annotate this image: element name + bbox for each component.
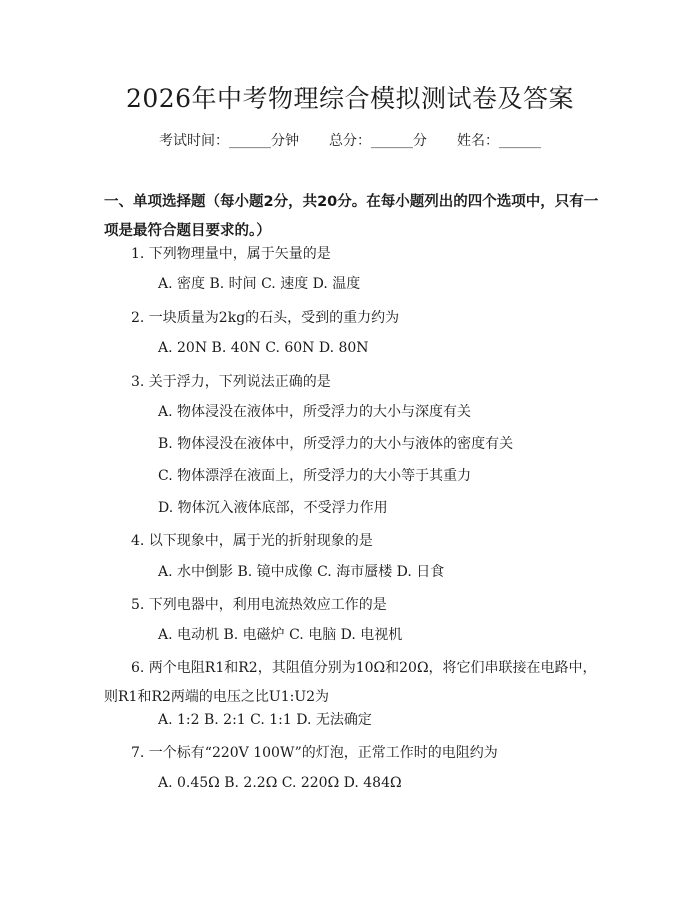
page-title: 2026年中考物理综合模拟测试卷及答案 xyxy=(125,84,575,113)
question-options: A. 电动机 B. 电磁炉 C. 电脑 D. 电视机 xyxy=(158,627,403,643)
question-text: 2. 一块质量为2kg的石头，受到的重力约为 xyxy=(131,310,400,326)
exam-info-row xyxy=(0,131,700,151)
question-text: 1. 下列物理量中，属于矢量的是 xyxy=(131,246,331,262)
question-options: A. 0.45Ω B. 2.2Ω C. 220Ω D. 484Ω xyxy=(158,775,402,791)
section-heading: 一、单项选择题（每小题2分，共20分。在每小题列出的四个选项中，只有一项是最符合题目要求的。） xyxy=(104,194,599,239)
question-option: D. 物体沉入液体底部，不受浮力作用 xyxy=(158,500,388,516)
total-score-field: 总分：______分 xyxy=(329,133,427,149)
question-text: 7. 一个标有“220V 100W”的灯泡，正常工作时的电阻约为 xyxy=(131,745,498,761)
question-text: 4. 以下现象中，属于光的折射现象的是 xyxy=(131,533,373,549)
question-option: C. 物体漂浮在液面上，所受浮力的大小等于其重力 xyxy=(158,468,472,484)
name-field: 姓名：______ xyxy=(457,133,541,149)
question-options: A. 20N B. 40N C. 60N D. 80N xyxy=(158,340,369,356)
question-options: A. 水中倒影 B. 镜中成像 C. 海市蜃楼 D. 日食 xyxy=(158,564,445,580)
question-options: A. 1:2 B. 2:1 C. 1:1 D. 无法确定 xyxy=(158,712,372,728)
question-text: 3. 关于浮力，下列说法正确的是 xyxy=(131,374,331,390)
question-text: 5. 下列电器中，利用电流热效应工作的是 xyxy=(131,597,387,613)
question-options: A. 密度 B. 时间 C. 速度 D. 温度 xyxy=(158,276,361,292)
question-text: 6. 两个电阻R1和R2，其阻值分别为10Ω和20Ω，将它们串联接在电路中，则R1和R2两端的电压之比U1:U2为 xyxy=(104,660,597,705)
question-option: A. 物体浸没在液体中，所受浮力的大小与深度有关 xyxy=(158,404,472,420)
question-option: B. 物体浸没在液体中，所受浮力的大小与液体的密度有关 xyxy=(158,436,514,452)
exam-time-field: 考试时间：______分钟 xyxy=(159,133,299,149)
